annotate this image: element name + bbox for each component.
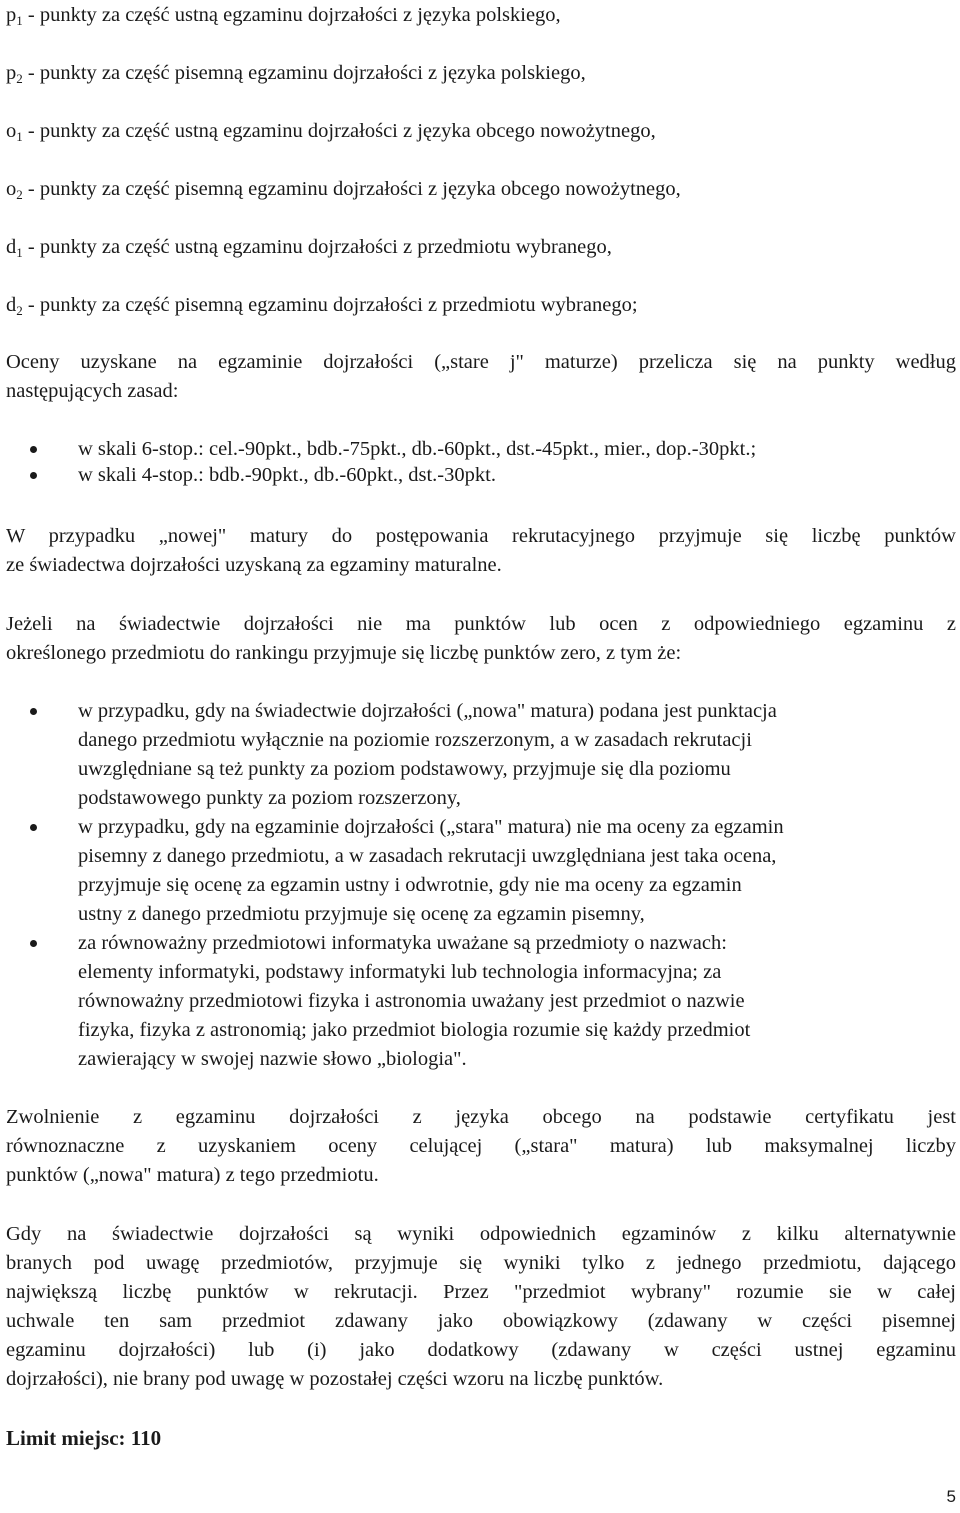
definition-line-o1: $o_1$ - punkty za część ustną egzaminu dojrzałości z języka obcego nowożytnego, bbox=[6, 120, 656, 144]
paragraph-line: Zwolnienie z egzaminu dojrzałości z języka obcego na podstawie certyfikatu jest bbox=[6, 1106, 956, 1128]
certificate-exemption-paragraph bbox=[6, 1103, 956, 1190]
new-matura-paragraph bbox=[6, 522, 956, 580]
paragraph-line: następujących zasad: bbox=[6, 380, 179, 402]
paragraph-line: branych pod uwagę przedmiotów, przyjmuje się wyniki tylko z jednego przedmiotu, dającego bbox=[6, 1252, 956, 1274]
list-item: w skali 6-stop.: cel.-90pkt., bdb.-75pkt., db.-60pkt., dst.-45pkt., mier., dop.-30pkt.; bbox=[6, 436, 956, 462]
definition-line-p1: $p_1$ - punkty za część ustną egzaminu dojrzałości z języka polskiego, bbox=[6, 4, 561, 28]
paragraph-line: Oceny uzyskane na egzaminie dojrzałości („stare j" maturze) przelicza się na punkty według bbox=[6, 351, 956, 373]
definition-line-o2: $o_2$ - punkty za część pisemną egzaminu dojrzałości z języka obcego nowożytnego, bbox=[6, 178, 681, 202]
paragraph-line: Gdy na świadectwie dojrzałości są wyniki odpowiednich egzaminów z kilku alternatywnie bbox=[6, 1223, 956, 1245]
bullet-icon bbox=[30, 940, 37, 947]
rules-list bbox=[6, 697, 956, 1074]
paragraph-line: największą liczbę punktów w rekrutacji. Przez "przedmiot wybrany" rozumie sie w całej bbox=[6, 1281, 956, 1303]
list-item: w przypadku, gdy na egzaminie dojrzałości („stara" matura) nie ma oceny za egzamin pisemny z danego przedmiotu, a w zasadach rekrutacji uwzględniana jest taka ocena, przyjmuje się ocenę za egzamin ustny i odwrotnie, gdy nie ma oceny za egzamin ustny z danego przedmiotu przyjmuje się ocenę za egzamin pisemny, bbox=[6, 813, 956, 929]
paragraph-line: dojrzałości), nie brany pod uwagę w pozostałej części wzoru na liczbę punktów. bbox=[6, 1368, 664, 1390]
bullet-icon bbox=[30, 824, 37, 831]
paragraph-line: Jeżeli na świadectwie dojrzałości nie ma punktów lub ocen z odpowiedniego egzaminu z bbox=[6, 613, 956, 635]
paragraph-line: W przypadku „nowej" matury do postępowania rekrutacyjnego przyjmuje się liczbę punktów bbox=[6, 525, 956, 547]
definition-line-d1: $d_1$ - punkty za część ustną egzaminu dojrzałości z przedmiotu wybranego, bbox=[6, 236, 612, 260]
paragraph-line: punktów („nowa" matura) z tego przedmiotu. bbox=[6, 1164, 379, 1186]
definition-line-p2: $p_2$ - punkty za część pisemną egzaminu dojrzałości z języka polskiego, bbox=[6, 62, 586, 86]
list-item: w przypadku, gdy na świadectwie dojrzałości („nowa" matura) podana jest punktacja danego przedmiotu wyłącznie na poziomie rozszerzonym, a w zasadach rekrutacji uwzględniane są też punkty za poziom podstawowy, przyjmuje się dla poziomu podstawowego punkty za poziom rozszerzony, bbox=[6, 697, 956, 813]
paragraph-line: uchwale ten sam przedmiot zdawany jako obowiązkowy (zdawany w części pisemnej bbox=[6, 1310, 956, 1332]
paragraph-line: określonego przedmiotu do rankingu przyjmuje się liczbę punktów zero, z tym że: bbox=[6, 642, 682, 664]
bullet-icon bbox=[30, 472, 37, 479]
zero-points-paragraph bbox=[6, 610, 956, 668]
paragraph-line: równoznaczne z uzyskaniem oceny celującej („stara" matura) lub maksymalnej liczby bbox=[6, 1135, 956, 1157]
list-item: za równoważny przedmiotowi informatyka uważane są przedmioty o nazwach: elementy informatyki, podstawy informatyki lub technologia informacyjna; za równoważny przedmiotowi fizyka i astronomia uważany jest przedmiot o nazwie fizyka, fizyka z astronomią; jako przedmiot biologia rozumie się każdy przedmiot zawierający w swojej nazwie słowo „biologia". bbox=[6, 929, 956, 1074]
list-item: w skali 4-stop.: bdb.-90pkt., db.-60pkt., dst.-30pkt. bbox=[6, 462, 956, 488]
definition-line-d2: $d_2$ - punkty za część pisemną egzaminu dojrzałości z przedmiotu wybranego; bbox=[6, 294, 638, 318]
places-limit: Limit miejsc: 110 bbox=[6, 1426, 162, 1450]
grades-conversion-paragraph bbox=[6, 348, 956, 406]
paragraph-line: ze świadectwa dojrzałości uzyskaną za egzaminy maturalne. bbox=[6, 554, 502, 576]
page-number: 5 bbox=[946, 1487, 956, 1506]
paragraph-line: egzaminu dojrzałości) lub (i) jako dodatkowy (zdawany w części ustnej egzaminu bbox=[6, 1339, 956, 1361]
bullet-icon bbox=[30, 708, 37, 715]
bullet-icon bbox=[30, 446, 37, 453]
alternative-subjects-paragraph bbox=[6, 1220, 956, 1394]
grade-scale-list bbox=[6, 436, 956, 488]
